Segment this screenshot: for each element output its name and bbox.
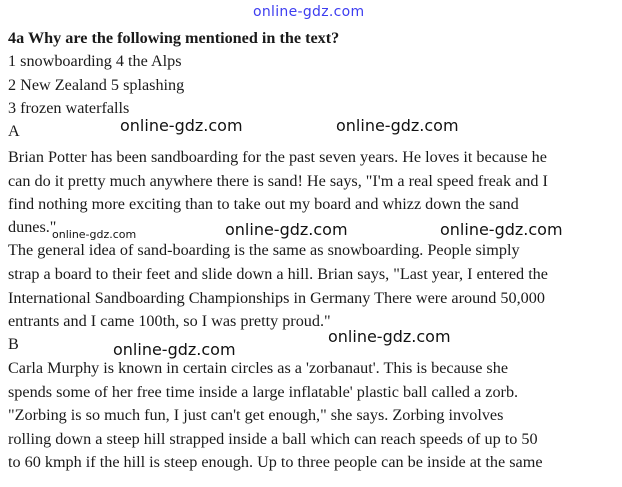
- watermark: online-gdz.com: [328, 327, 451, 346]
- watermark: online-gdz.com: [52, 228, 137, 241]
- option-line: 2 New Zealand 5 splashing: [8, 76, 185, 94]
- section-b-label: B: [8, 335, 19, 353]
- watermark: online-gdz.com: [120, 116, 243, 135]
- watermark-top: online-gdz.com: [253, 4, 365, 20]
- watermark: online-gdz.com: [440, 220, 563, 239]
- section-b-line: "Zorbing is so much fun, I just can't get enough," she says. Zorbing involves: [8, 406, 504, 424]
- section-b-line: Carla Murphy is known in certain circles as a 'zorbanaut'. This is because she: [8, 359, 509, 377]
- section-a-line: find nothing more exciting than to take out my board and whizz down the sand: [8, 195, 519, 213]
- section-a-line: strap a board to their feet and slide down a hill. Brian says, "Last year, I entered the: [8, 265, 548, 283]
- section-a-line: can do it pretty much anywhere there is sand! He says, "I'm a real speed freak and I: [8, 172, 548, 190]
- option-line: 1 snowboarding 4 the Alps: [8, 52, 182, 70]
- option-line: 3 frozen waterfalls: [8, 99, 130, 117]
- section-a-line: entrants and I came 100th, so I was pretty proud.": [8, 312, 331, 330]
- section-a-line: Brian Potter has been sandboarding for the past seven years. He loves it because he: [8, 148, 547, 166]
- section-b-line: rolling down a steep hill strapped inside a ball which can reach speeds of up to 50: [8, 430, 538, 448]
- watermark: online-gdz.com: [113, 340, 236, 359]
- section-a-line: The general idea of sand-boarding is the same as snowboarding. People simply: [8, 241, 520, 259]
- section-a-label: A: [8, 122, 20, 140]
- section-a-line: International Sandboarding Championships in Germany There were around 50,000: [8, 289, 545, 307]
- section-b-line: spends some of her free time inside a large inflatable' plastic ball called a zorb.: [8, 383, 519, 401]
- section-b-line: to 60 kmph if the hill is steep enough. Up to three people can be inside at the same: [8, 453, 543, 471]
- task-heading: 4a Why are the following mentioned in the text?: [8, 29, 340, 47]
- watermark: online-gdz.com: [225, 220, 348, 239]
- watermark: online-gdz.com: [336, 116, 459, 135]
- section-a-line: dunes.": [8, 218, 57, 236]
